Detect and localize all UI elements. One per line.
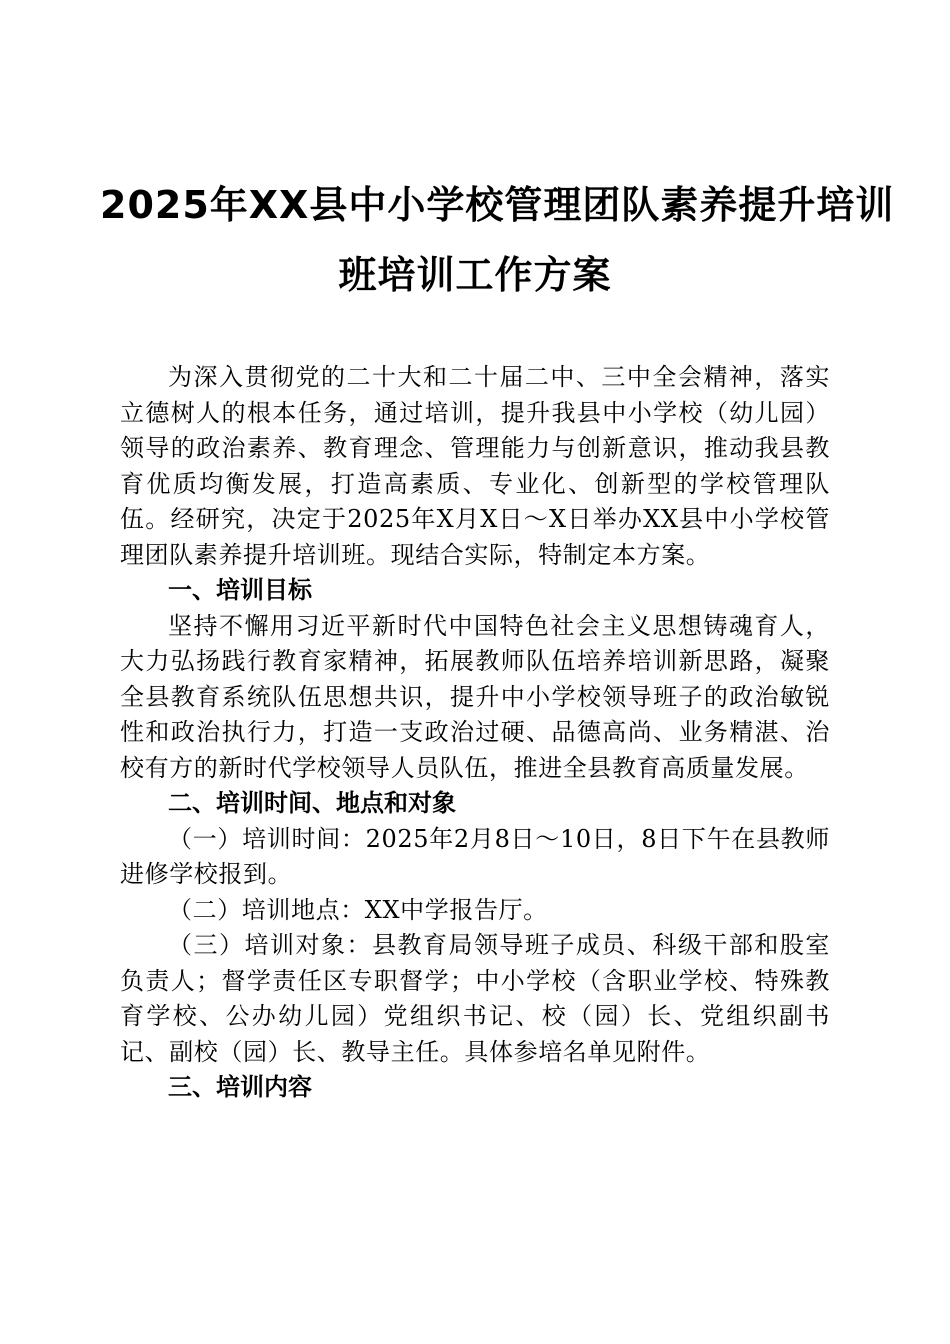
section-heading-time-place: 二、培训时间、地点和对象 — [168, 789, 456, 817]
section-heading-content: 三、培训内容 — [168, 1073, 312, 1101]
place-paragraph: （二）培训地点：XX中学报告厅。 — [168, 895, 548, 924]
title-line-1: 2025年XX县中小学校管理团队素养提升培训 — [100, 183, 895, 227]
document-body — [120, 360, 830, 1106]
time-paragraph: （一）培训时间：2025年2月8日～10日，8日下午在县教师进修学校报到。 — [120, 824, 830, 888]
document-title — [100, 170, 895, 310]
intro-paragraph: 为深入贯彻党的二十大和二十届二中、三中全会精神，落实立德树人的根本任务，通过培训，提升我县中小学校（幼儿园）领导的政治素养、教育理念、管理能力与创新意识，推动我县教育优质均衡发展，打造高素质、专业化、创新型的学校管理队伍。经研究，决定于2025年X月X日～X日举办XX县中小学校管理团队素养提升培训班。现结合实际，特制定本方案。 — [120, 363, 830, 569]
section-heading-goals: 一、培训目标 — [168, 576, 312, 604]
goals-paragraph: 坚持不懈用习近平新时代中国特色社会主义思想铸魂育人，大力弘扬践行教育家精神，拓展教师队伍培养培训新思路，凝聚全县教育系统队伍思想共识，提升中小学校领导班子的政治敏锐性和政治执行力，打造一支政治过硬、品德高尚、业务精湛、治校有方的新时代学校领导人员队伍，推进全县教育高质量发展。 — [120, 611, 830, 782]
title-line-2: 班培训工作方案 — [338, 253, 612, 297]
participants-paragraph: （三）培训对象：县教育局领导班子成员、科级干部和股室负责人；督学责任区专职督学；中小学校（含职业学校、特殊教育学校、公办幼儿园）党组织书记、校（园）长、党组织副书记、副校（园）长、教导主任。具体参培名单见附件。 — [120, 931, 830, 1066]
